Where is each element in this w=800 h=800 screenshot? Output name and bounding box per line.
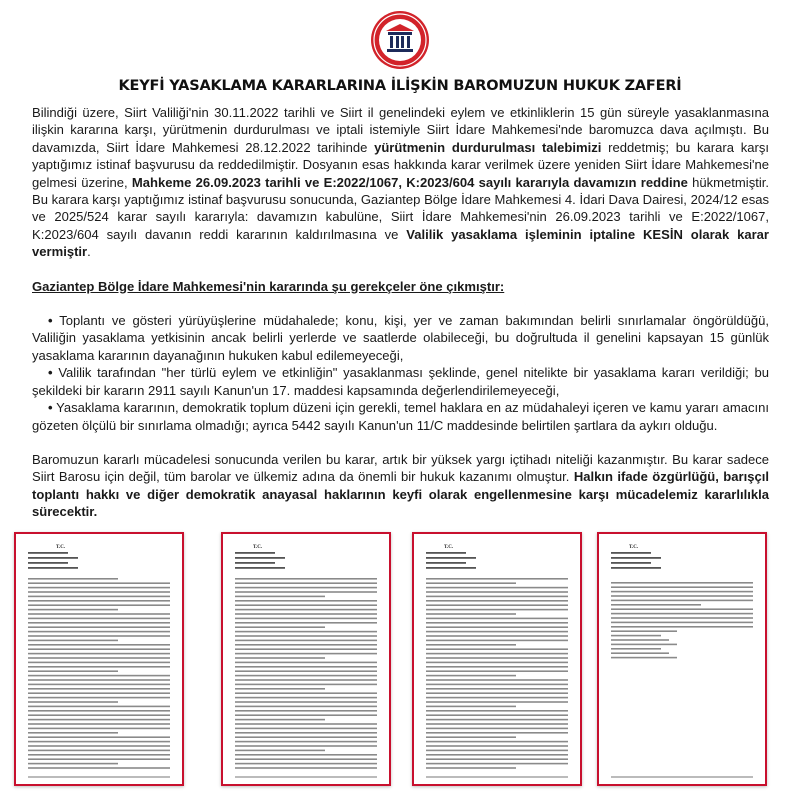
- doc-text-line: [426, 763, 568, 765]
- doc-text-line: [28, 719, 170, 721]
- doc-header-text: T.C.: [444, 545, 454, 550]
- doc-text-line: [235, 710, 377, 712]
- doc-text-line: [235, 714, 377, 716]
- doc-text-line: [235, 697, 377, 699]
- doc-footer-line: [426, 776, 568, 778]
- doc-text-line: [235, 591, 377, 593]
- doc-text-line: [426, 754, 568, 756]
- doc-text-line: [235, 578, 377, 580]
- doc-header-line: [611, 552, 651, 554]
- doc-text-line: [28, 688, 170, 690]
- doc-text-line: [235, 754, 377, 756]
- doc-text-line: [28, 596, 170, 598]
- doc-text-line: [235, 723, 377, 725]
- doc-text-line: [235, 609, 377, 611]
- doc-text-line: [235, 657, 325, 659]
- doc-text-line: [235, 688, 325, 690]
- article-body: [32, 104, 769, 521]
- doc-text-line: [28, 767, 170, 769]
- doc-text-line: [235, 741, 377, 743]
- doc-footer-line: [28, 776, 170, 778]
- doc-text-line: [611, 608, 753, 610]
- doc-text-line: [28, 666, 170, 668]
- doc-text-line: [28, 640, 118, 642]
- doc-text-line: [426, 648, 568, 650]
- doc-text-line: [235, 640, 377, 642]
- doc-text-line: [235, 728, 377, 730]
- doc-text-line: [28, 635, 170, 637]
- court-decision-page-2: [221, 532, 391, 786]
- doc-text-line: [426, 714, 568, 716]
- doc-text-line: [235, 706, 377, 708]
- doc-header-line: [426, 557, 476, 559]
- doc-text-line: [426, 750, 568, 752]
- doc-text-line: [28, 732, 118, 734]
- doc-text-line: [426, 767, 516, 769]
- doc-text-line: [426, 596, 568, 598]
- doc-footer-line: [611, 776, 753, 778]
- doc-header-line: [28, 567, 78, 569]
- doc-header-text: T.C.: [56, 545, 66, 550]
- doc-text-line: [426, 666, 568, 668]
- doc-text-line: [28, 692, 170, 694]
- doc-text-line: [235, 763, 377, 765]
- doc-text-line: [426, 618, 568, 620]
- court-decision-page-4: [597, 532, 767, 786]
- doc-text-line: [426, 670, 568, 672]
- doc-text-line: [28, 618, 170, 620]
- doc-text-line: [235, 596, 325, 598]
- doc-text-line: [28, 648, 170, 650]
- doc-text-line: [28, 697, 170, 699]
- doc-text-line: [235, 736, 377, 738]
- intro-paragraph: Bilindiği üzere, Siirt Valiliği'nin 30.11.2022 tarihli ve Siirt il genelindeki eylem ve etkinliklerin 15 gün süreyle yasaklanmasına ilişkin kararına karşı, yürütmenin durdurulması ve iptali istemiyle Siirt İdare Mahkemesi'nde baromuzca dava açılmıştı. Bu davamızda, Siirt İdare Mahkemesi 28.12.2022 tarihinde yürütmenin durdurulması talebimizi reddetmiş; bu karara karşı yaptığımız istinaf başvurusu da reddedilmiştir. Dosyanın esas hakkında karar verilmek üzere yeniden Siirt İdare Mahkemesi'ne gelmesi üzerine, Mahkeme 26.09.2023 tarihli ve E:2022/1067, K:2023/604 sayılı kararıyla davamızın reddine hükmetmiştir. Bu karara karşı yaptığımız istinaf başvurusu sonucunda, Gaziantep Bölge İdare Mahkemesi 4. İdari Dava Dairesi, 2024/12 esas ve 2025/524 karar sayılı kararıyla: davamızın kabulüne, Siirt İdare Mahkemesi'nin 26.09.2023 tarihli ve E:2022/1067, K:2023/604 sayılı davanın reddi kararının kaldırılmasına ve Valilik yasaklama işleminin iptaline KESİN olarak karar vermiştir.: [32, 105, 769, 260]
- doc-text-line: [235, 648, 377, 650]
- doc-text-line: [426, 692, 568, 694]
- doc-text-line: [426, 635, 568, 637]
- doc-text-line: [235, 653, 377, 655]
- doc-text-line: [28, 670, 118, 672]
- doc-text-line: [426, 657, 568, 659]
- doc-text-line: [611, 644, 677, 646]
- doc-text-line: [426, 604, 568, 606]
- doc-text-line: [235, 618, 377, 620]
- doc-text-line: [426, 732, 568, 734]
- doc-text-line: [235, 679, 377, 681]
- doc-header-line: [426, 552, 466, 554]
- doc-text-line: [28, 644, 170, 646]
- doc-text-line: [235, 604, 377, 606]
- doc-text-line: [611, 604, 701, 606]
- doc-text-line: [28, 710, 170, 712]
- doc-text-line: [235, 626, 325, 628]
- doc-text-line: [28, 763, 118, 765]
- doc-text-line: [235, 719, 325, 721]
- doc-text-line: [28, 675, 170, 677]
- doc-text-line: [28, 631, 170, 633]
- doc-text-line: [235, 587, 377, 589]
- doc-header-line: [28, 562, 68, 564]
- doc-text-line: [28, 582, 170, 584]
- doc-text-line: [28, 750, 170, 752]
- doc-footer-line: [235, 776, 377, 778]
- doc-text-line: [28, 613, 170, 615]
- doc-text-line: [426, 587, 568, 589]
- doc-header-text: T.C.: [253, 545, 263, 550]
- doc-text-line: [28, 706, 170, 708]
- doc-text-line: [235, 635, 377, 637]
- doc-text-line: [611, 586, 753, 588]
- doc-header-text: T.C.: [629, 545, 639, 550]
- doc-text-line: [611, 595, 753, 597]
- doc-text-line: [28, 741, 170, 743]
- doc-text-line: [426, 578, 568, 580]
- doc-text-line: [611, 600, 753, 602]
- doc-header-line: [235, 552, 275, 554]
- doc-header-line: [28, 557, 78, 559]
- doc-text-line: [235, 701, 377, 703]
- doc-header-line: [28, 552, 68, 554]
- doc-text-line: [426, 600, 568, 602]
- doc-text-line: [28, 622, 170, 624]
- reason-bullet-2: • Valilik tarafından "her türlü eylem ve etkinliğin" yasaklanması şeklinde, genel nitelikte bir yasaklama kararı verildiği; bu şekildeki bir kararın 2911 sayılı Kanun'un 17. maddesi kapsamında değerlendirilemeyeceği,: [32, 365, 769, 398]
- doc-text-line: [28, 626, 170, 628]
- reasons-heading: Gaziantep Bölge İdare Mahkemesi'nin kararında şu gerekçeler öne çıkmıştır:: [32, 278, 505, 294]
- doc-text-line: [611, 626, 753, 628]
- doc-text-line: [235, 767, 377, 769]
- doc-text-line: [28, 604, 170, 606]
- court-decision-page-1: [14, 532, 184, 786]
- doc-text-line: [426, 622, 568, 624]
- doc-text-line: [235, 613, 377, 615]
- doc-text-line: [28, 736, 170, 738]
- doc-text-line: [426, 684, 568, 686]
- doc-text-line: [611, 652, 669, 654]
- doc-text-line: [235, 670, 377, 672]
- doc-text-line: [426, 710, 568, 712]
- doc-text-line: [235, 750, 325, 752]
- doc-text-line: [611, 582, 753, 584]
- reason-bullet-1: • Toplantı ve gösteri yürüyüşlerine müdahalede; konu, kişi, yer ve zaman bakımından belirli sınırlamalar öngörüldüğü, Valiliğin yasaklama yetkisinin ancak belirli yerlerde ve saatlerde olabileceği, bu doğrultuda il genelini kapsayan 15 günlük yasaklama kararının dayanağının hukuken kabul edilemeyeceği,: [32, 313, 769, 363]
- doc-text-line: [28, 723, 170, 725]
- court-decision-page-3: [412, 532, 582, 786]
- doc-text-line: [28, 679, 170, 681]
- doc-text-line: [28, 714, 170, 716]
- doc-text-line: [28, 728, 170, 730]
- doc-text-line: [611, 613, 753, 615]
- doc-text-line: [235, 745, 377, 747]
- doc-text-line: [235, 675, 377, 677]
- bar-association-logo: [370, 10, 430, 70]
- doc-text-line: [235, 684, 377, 686]
- doc-text-line: [28, 745, 170, 747]
- doc-text-line: [28, 591, 170, 593]
- doc-text-line: [426, 706, 516, 708]
- doc-text-line: [426, 653, 568, 655]
- doc-text-line: [28, 701, 118, 703]
- doc-text-line: [426, 688, 568, 690]
- doc-text-line: [611, 591, 753, 593]
- doc-text-line: [28, 758, 170, 760]
- doc-text-line: [426, 679, 568, 681]
- doc-text-line: [426, 609, 568, 611]
- doc-text-line: [611, 639, 669, 641]
- doc-text-line: [28, 600, 170, 602]
- doc-text-line: [426, 728, 568, 730]
- doc-text-line: [235, 631, 377, 633]
- doc-text-line: [426, 613, 516, 615]
- doc-text-line: [611, 617, 753, 619]
- doc-text-line: [28, 684, 170, 686]
- doc-text-line: [235, 644, 377, 646]
- doc-text-line: [235, 622, 377, 624]
- doc-text-line: [426, 736, 516, 738]
- doc-header-line: [611, 567, 661, 569]
- doc-text-line: [611, 630, 677, 632]
- doc-text-line: [426, 644, 516, 646]
- doc-text-line: [28, 662, 170, 664]
- doc-text-line: [426, 626, 568, 628]
- doc-header-line: [611, 562, 651, 564]
- doc-text-line: [28, 653, 170, 655]
- closing-paragraph: Baromuzun kararlı mücadelesi sonucunda verilen bu karar, artık bir yüksek yargı içtihadı niteliği kazanmıştır. Bu karar sadece Siirt Barosu için değil, tüm barolar ve ülkemiz adına da önemli bir hukuk kazanımı olmuştur. Halkın ifade özgürlüğü, barışçıl toplantı hakkı ve diğer demokratik anayasal haklarının keyfi olarak engellenmesine karşı mücadelemiz kararlılıkla sürecektir.: [32, 451, 769, 520]
- doc-text-line: [28, 657, 170, 659]
- court-decision-thumbnails: [0, 532, 800, 788]
- doc-text-line: [235, 732, 377, 734]
- doc-header-line: [426, 562, 466, 564]
- doc-text-line: [28, 587, 170, 589]
- doc-text-line: [28, 609, 118, 611]
- doc-text-line: [426, 741, 568, 743]
- doc-header-line: [426, 567, 476, 569]
- doc-text-line: [28, 754, 170, 756]
- doc-header-line: [611, 557, 661, 559]
- doc-text-line: [28, 578, 118, 580]
- doc-text-line: [235, 758, 377, 760]
- doc-text-line: [235, 666, 377, 668]
- doc-text-line: [426, 758, 568, 760]
- doc-text-line: [426, 675, 516, 677]
- doc-text-line: [235, 692, 377, 694]
- doc-text-line: [426, 640, 568, 642]
- doc-text-line: [426, 591, 568, 593]
- doc-text-line: [426, 719, 568, 721]
- reason-bullet-3: • Yasaklama kararının, demokratik toplum düzeni için gerekli, temel haklara en az müdahaleyi içeren ve kamu yararı amacını gözeten ölçülü bir sınırlama olmadığı; ayrıca 5442 sayılı Kanun'un 11/C maddesinde belirtilen şartlara da aykırı olduğu.: [32, 400, 769, 433]
- doc-text-line: [426, 745, 568, 747]
- doc-header-line: [235, 562, 275, 564]
- doc-text-line: [235, 662, 377, 664]
- doc-text-line: [426, 723, 568, 725]
- doc-header-line: [235, 557, 285, 559]
- doc-text-line: [426, 701, 568, 703]
- doc-text-line: [426, 662, 568, 664]
- doc-text-line: [611, 622, 753, 624]
- doc-text-line: [426, 582, 516, 584]
- page-title: KEYFİ YASAKLAMA KARARLARINA İLİŞKİN BAROMUZUN HUKUK ZAFERİ: [118, 78, 682, 94]
- doc-text-line: [611, 657, 677, 659]
- doc-header-line: [235, 567, 285, 569]
- doc-text-line: [235, 582, 377, 584]
- doc-text-line: [426, 631, 568, 633]
- doc-text-line: [235, 600, 377, 602]
- doc-text-line: [611, 635, 661, 637]
- doc-text-line: [611, 648, 661, 650]
- doc-text-line: [426, 697, 568, 699]
